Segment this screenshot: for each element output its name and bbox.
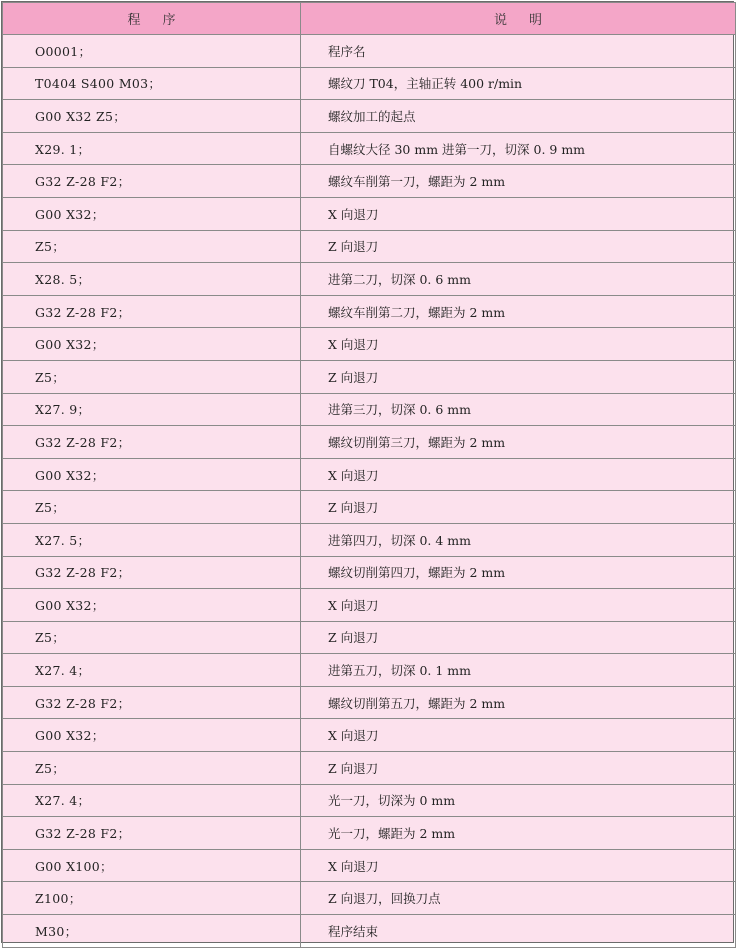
description-cell: Z 向退刀 (301, 752, 736, 785)
description-cell: 螺纹切削第五刀，螺距为 2 mm (301, 686, 736, 719)
description-cell: 程序结束 (301, 915, 736, 948)
program-code-cell: Z5； (3, 621, 301, 654)
table-row (3, 67, 736, 100)
program-code-cell: Z5； (3, 230, 301, 263)
description-cell: 螺纹车削第二刀，螺距为 2 mm (301, 295, 736, 328)
program-code-cell: X27. 4； (3, 784, 301, 817)
description-cell: 自螺纹大径 30 mm 进第一刀，切深 0. 9 mm (301, 132, 736, 165)
description-cell: 螺纹切削第四刀，螺距为 2 mm (301, 556, 736, 589)
program-code-cell: X27. 4； (3, 654, 301, 687)
program-code-cell: Z5； (3, 491, 301, 524)
description-cell: Z 向退刀 (301, 491, 736, 524)
table-row (3, 165, 736, 198)
description-cell: 光一刀，切深为 0 mm (301, 784, 736, 817)
program-code-cell: G00 X32； (3, 328, 301, 361)
table-row (3, 132, 736, 165)
program-code-cell: G00 X32 Z5； (3, 100, 301, 133)
program-code-cell: G00 X32； (3, 589, 301, 622)
table-row (3, 523, 736, 556)
description-cell: 进第四刀，切深 0. 4 mm (301, 523, 736, 556)
description-cell: X 向退刀 (301, 849, 736, 882)
description-cell: 螺纹切削第三刀，螺距为 2 mm (301, 426, 736, 459)
table-row (3, 882, 736, 915)
program-code-cell: M30； (3, 915, 301, 948)
table-body (3, 35, 736, 948)
description-cell: 进第三刀，切深 0. 6 mm (301, 393, 736, 426)
program-code-cell: Z5； (3, 752, 301, 785)
header-program: 程序 (3, 3, 301, 35)
table-row (3, 491, 736, 524)
description-cell: 进第二刀，切深 0. 6 mm (301, 263, 736, 296)
table-row (3, 35, 736, 68)
table-row (3, 621, 736, 654)
program-code-cell: G00 X32； (3, 197, 301, 230)
description-cell: 进第五刀，切深 0. 1 mm (301, 654, 736, 687)
description-cell: Z 向退刀 (301, 621, 736, 654)
table-row (3, 915, 736, 948)
table-row (3, 556, 736, 589)
table-row (3, 393, 736, 426)
table-row (3, 230, 736, 263)
program-code-cell: G00 X32； (3, 719, 301, 752)
program-code-cell: Z5； (3, 360, 301, 393)
header-description: 说明 (301, 3, 736, 35)
table-row (3, 295, 736, 328)
table-row (3, 263, 736, 296)
description-cell: Z 向退刀，回换刀点 (301, 882, 736, 915)
table-row (3, 589, 736, 622)
description-cell: X 向退刀 (301, 719, 736, 752)
program-code-cell: X29. 1； (3, 132, 301, 165)
description-cell: X 向退刀 (301, 589, 736, 622)
description-cell: 光一刀，螺距为 2 mm (301, 817, 736, 850)
table-row (3, 686, 736, 719)
description-cell: Z 向退刀 (301, 360, 736, 393)
description-cell: Z 向退刀 (301, 230, 736, 263)
program-code-cell: G32 Z-28 F2； (3, 817, 301, 850)
table-row (3, 426, 736, 459)
program-code-cell: G32 Z-28 F2； (3, 686, 301, 719)
program-table-container (1, 1, 734, 943)
table-row (3, 817, 736, 850)
description-cell: 螺纹车削第一刀，螺距为 2 mm (301, 165, 736, 198)
program-table (2, 2, 736, 948)
table-row (3, 849, 736, 882)
program-code-cell: G32 Z-28 F2； (3, 295, 301, 328)
program-code-cell: G32 Z-28 F2； (3, 165, 301, 198)
table-row (3, 719, 736, 752)
program-code-cell: G32 Z-28 F2； (3, 556, 301, 589)
program-code-cell: O0001； (3, 35, 301, 68)
program-code-cell: G32 Z-28 F2； (3, 426, 301, 459)
table-row (3, 197, 736, 230)
table-header-row (3, 3, 736, 35)
table-row (3, 360, 736, 393)
program-code-cell: X27. 9； (3, 393, 301, 426)
program-code-cell: G00 X100； (3, 849, 301, 882)
description-cell: X 向退刀 (301, 328, 736, 361)
table-row (3, 784, 736, 817)
table-row (3, 654, 736, 687)
table-row (3, 752, 736, 785)
table-row (3, 458, 736, 491)
program-code-cell: G00 X32； (3, 458, 301, 491)
program-code-cell: T0404 S400 M03； (3, 67, 301, 100)
table-row (3, 328, 736, 361)
table-row (3, 100, 736, 133)
program-code-cell: X28. 5； (3, 263, 301, 296)
description-cell: X 向退刀 (301, 458, 736, 491)
description-cell: 螺纹加工的起点 (301, 100, 736, 133)
description-cell: 程序名 (301, 35, 736, 68)
description-cell: 螺纹刀 T04，主轴正转 400 r/min (301, 67, 736, 100)
program-code-cell: Z100； (3, 882, 301, 915)
program-code-cell: X27. 5； (3, 523, 301, 556)
description-cell: X 向退刀 (301, 197, 736, 230)
